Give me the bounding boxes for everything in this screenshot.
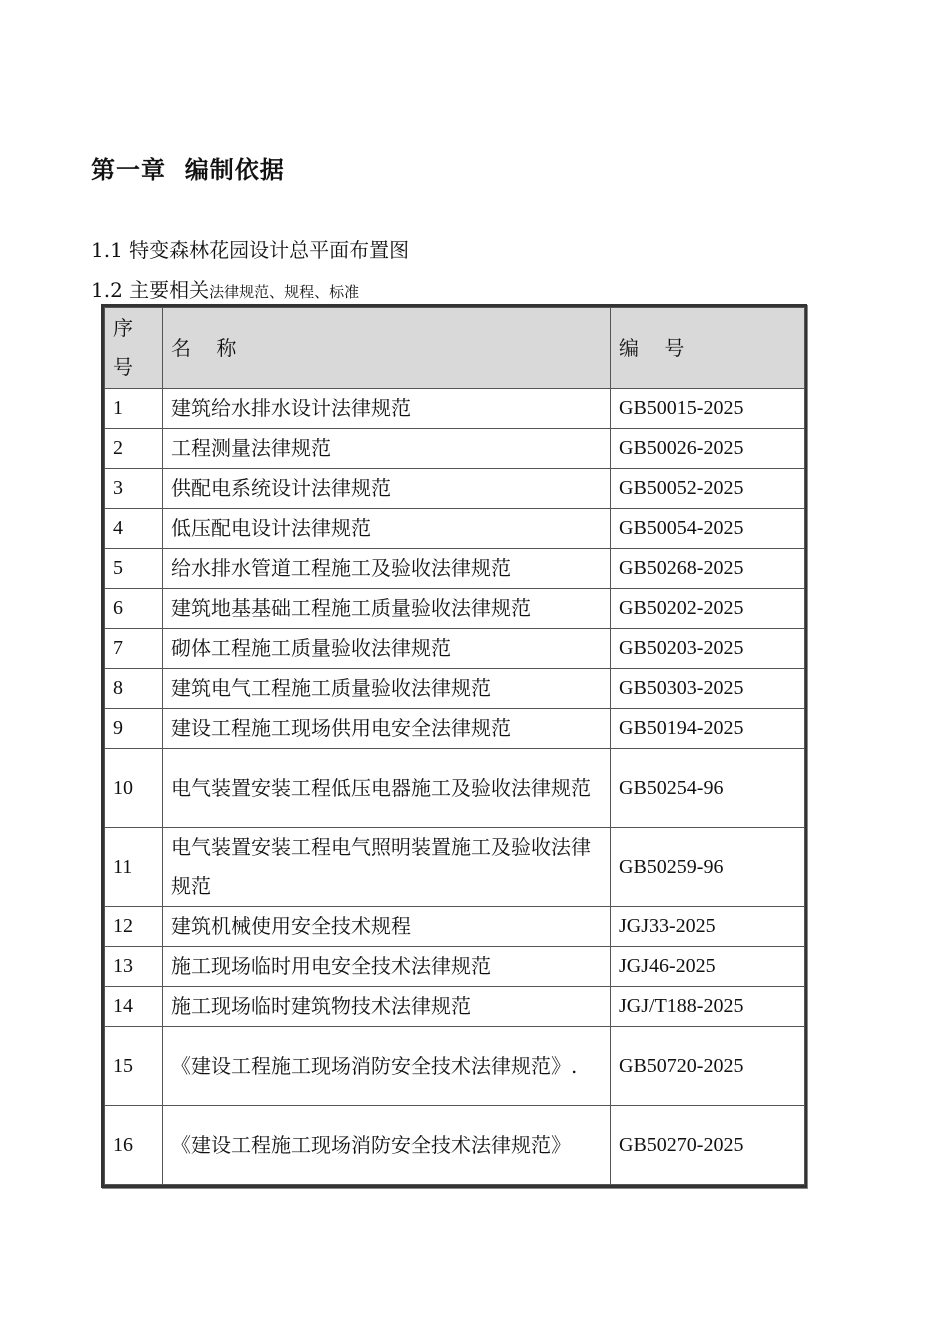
section-1-2-small: 法律规范、规程、标准 (209, 283, 360, 301)
table-row (105, 669, 805, 709)
header-code: 编 号 (611, 308, 805, 389)
row-standard-code: JGJ46-2025 (611, 947, 805, 987)
table-row (105, 947, 805, 987)
row-standard-name: 建筑地基基础工程施工质量验收法律规范 (163, 589, 611, 629)
row-standard-code: GB50270-2025 (611, 1106, 805, 1185)
section-1-1: 1.1 特变森林花园设计总平面布置图 (91, 238, 410, 262)
standards-table-grid (104, 307, 805, 1185)
table-header-row (105, 308, 805, 389)
table-row (105, 987, 805, 1027)
table-row (105, 1106, 805, 1185)
table-row (105, 629, 805, 669)
table-row (105, 429, 805, 469)
row-standard-code: GB50720-2025 (611, 1027, 805, 1106)
row-serial-number: 7 (105, 629, 163, 669)
table-row (105, 549, 805, 589)
row-standard-name: 建筑电气工程施工质量验收法律规范 (163, 669, 611, 709)
row-standard-name: 《建设工程施工现场消防安全技术法律规范》. (163, 1027, 611, 1106)
row-serial-number: 16 (105, 1106, 163, 1185)
row-serial-number: 1 (105, 389, 163, 429)
standards-table (101, 304, 807, 1188)
row-standard-name: 供配电系统设计法律规范 (163, 469, 611, 509)
row-standard-code: GB50054-2025 (611, 509, 805, 549)
row-serial-number: 13 (105, 947, 163, 987)
row-standard-name: 建设工程施工现场供用电安全法律规范 (163, 709, 611, 749)
row-serial-number: 9 (105, 709, 163, 749)
header-serial-line1: 序 (113, 316, 133, 340)
row-standard-code: JGJ/T188-2025 (611, 987, 805, 1027)
table-row (105, 389, 805, 429)
table-row (105, 1027, 805, 1106)
header-serial-line2: 号 (113, 355, 133, 379)
row-serial-number: 15 (105, 1027, 163, 1106)
row-serial-number: 10 (105, 749, 163, 828)
row-standard-code: GB50052-2025 (611, 469, 805, 509)
row-standard-name: 工程测量法律规范 (163, 429, 611, 469)
row-standard-code: GB50203-2025 (611, 629, 805, 669)
row-standard-code: GB50259-96 (611, 828, 805, 907)
table-row (105, 907, 805, 947)
row-standard-code: GB50015-2025 (611, 389, 805, 429)
row-standard-name: 施工现场临时建筑物技术法律规范 (163, 987, 611, 1027)
chapter-title: 第一章 编制依据 (91, 156, 285, 184)
row-standard-name: 施工现场临时用电安全技术法律规范 (163, 947, 611, 987)
row-standard-name: 砌体工程施工质量验收法律规范 (163, 629, 611, 669)
row-serial-number: 8 (105, 669, 163, 709)
table-row (105, 469, 805, 509)
row-standard-code: GB50303-2025 (611, 669, 805, 709)
row-serial-number: 4 (105, 509, 163, 549)
row-standard-code: JGJ33-2025 (611, 907, 805, 947)
row-serial-number: 6 (105, 589, 163, 629)
row-standard-name: 电气装置安装工程电气照明装置施工及验收法律规范 (163, 828, 611, 907)
row-standard-name: 建筑机械使用安全技术规程 (163, 907, 611, 947)
section-1-2 (91, 274, 359, 303)
row-standard-code: GB50268-2025 (611, 549, 805, 589)
table-row (105, 828, 805, 907)
row-serial-number: 2 (105, 429, 163, 469)
row-standard-code: GB50254-96 (611, 749, 805, 828)
row-standard-name: 电气装置安装工程低压电器施工及验收法律规范 (163, 749, 611, 828)
table-row (105, 589, 805, 629)
row-standard-code: GB50026-2025 (611, 429, 805, 469)
row-standard-code: GB50202-2025 (611, 589, 805, 629)
row-standard-code: GB50194-2025 (611, 709, 805, 749)
header-serial-number (105, 308, 163, 389)
table-row (105, 509, 805, 549)
row-serial-number: 5 (105, 549, 163, 589)
row-serial-number: 14 (105, 987, 163, 1027)
row-standard-name: 给水排水管道工程施工及验收法律规范 (163, 549, 611, 589)
header-name: 名 称 (163, 308, 611, 389)
table-row (105, 709, 805, 749)
row-standard-name: 建筑给水排水设计法律规范 (163, 389, 611, 429)
row-serial-number: 3 (105, 469, 163, 509)
section-1-2-main: 1.2 主要相关 (91, 278, 210, 302)
row-serial-number: 11 (105, 828, 163, 907)
table-row (105, 749, 805, 828)
row-serial-number: 12 (105, 907, 163, 947)
row-standard-name: 低压配电设计法律规范 (163, 509, 611, 549)
row-standard-name: 《建设工程施工现场消防安全技术法律规范》 (163, 1106, 611, 1185)
table-body (105, 389, 805, 1185)
